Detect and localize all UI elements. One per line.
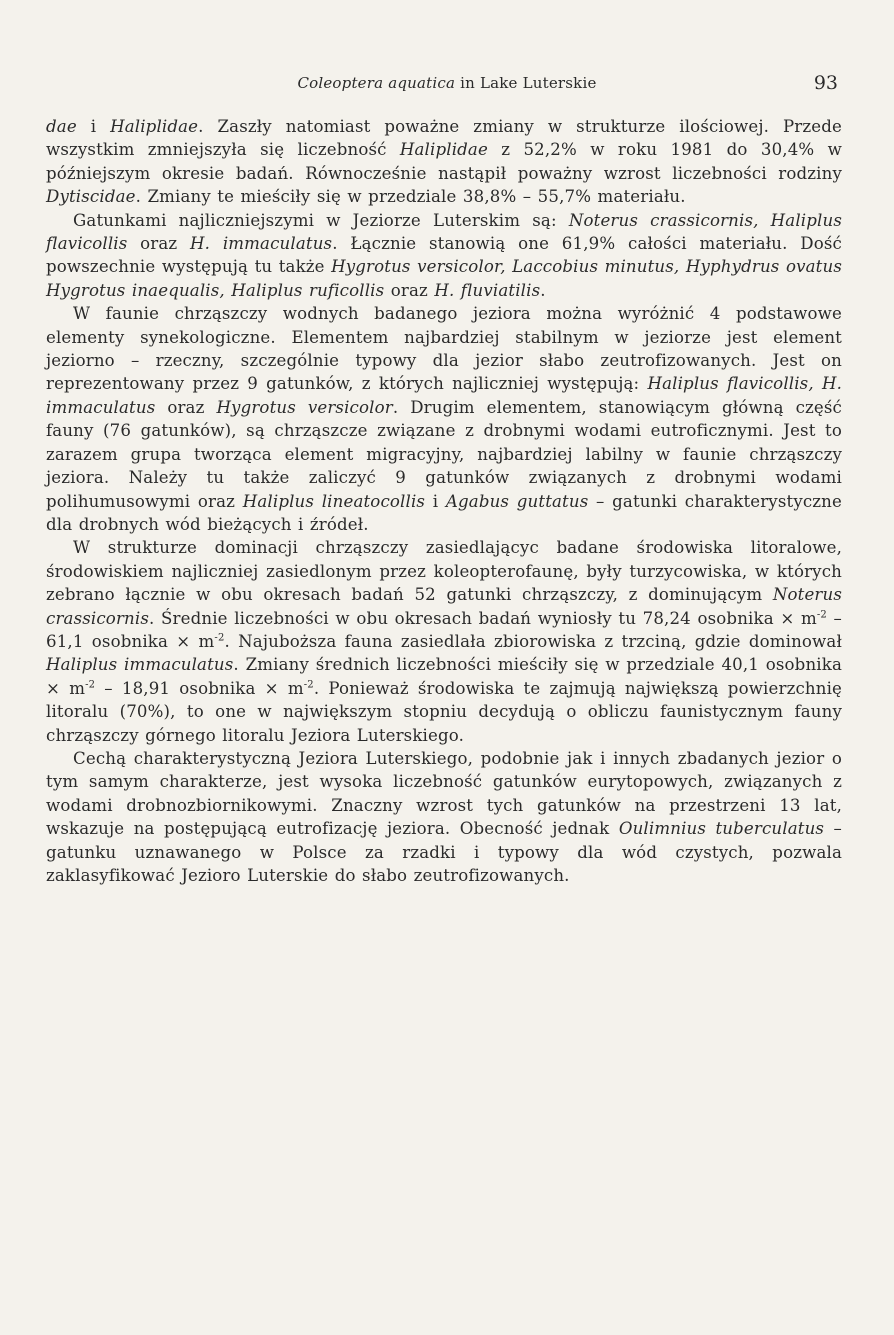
p1-taxon: Haliplidae	[110, 117, 199, 136]
p2-text: oraz	[127, 234, 191, 254]
paragraph-1	[46, 115, 842, 209]
p2-taxon: Hygrotus versicolor, Laccobius minutus, Hyphydrus ovatus Hygrotus inaequalis, Haliplus ruficollis	[46, 257, 842, 300]
p1-text: . Zaszły natomiast poważne zmiany w strukturze ilościowej. Przede wszystkim zmniejszyła się liczebność	[46, 117, 842, 160]
p1-taxon: dae	[46, 117, 77, 136]
p2-text: Gatunkami najliczniejszymi w Jeziorze Luterskim są:	[73, 210, 569, 230]
p4-text: . Ponieważ środowiska te zajmują największą powierzchnię litoralu (70%), to one w największym stopniu decydują o obliczu faunistycznym fauny chrząszczy górnego litoralu Jeziora Luterskiego.	[46, 678, 843, 745]
p4-exponent: -2	[214, 632, 225, 644]
p1-text: i	[76, 117, 111, 136]
paragraph-5	[46, 747, 842, 887]
p3-text: W faunie chrząszczy wodnych badanego jeziora można wyróżnić 4 podstawowe elementy synekologiczne. Elementem najbardziej stabilnym w jeziorze jest element jeziorno – rzeczny, szczególnie typowy dla jezior słabo zeutrofizowanych. Jest on reprezentowany przez 9 gatunków, z których najliczniej występują:	[46, 304, 842, 394]
p5-text: Cechą charakterystyczną Jeziora Luterskiego, podobnie jak i innych zbadanych jezior o tym samym charakterze, jest wysoka liczebność gatunków eurytopowych, związanych z wodami drobnozbiornikowymi. Znaczny wzrost tych gatunków na przestrzeni 13 lat, wskazuje na postępującą eutrofizację jeziora. Obecność jednak	[46, 748, 842, 839]
p4-exponent: -2	[816, 609, 827, 620]
body-text	[46, 115, 842, 887]
p3-text: i	[425, 491, 446, 511]
p1-taxon: Dytiscidae	[46, 187, 136, 207]
p2-text: oraz	[384, 280, 435, 300]
running-title-italic: Coleoptera aquatica	[297, 74, 456, 92]
p4-exponent: -2	[85, 679, 96, 691]
p3-taxon: Hygrotus versicolor	[216, 397, 393, 417]
p3-text: . Drugim elementem, stanowiącym główną część fauny (76 gatunków), są chrząszcze związane z drobnymi wodami eutroficznymi. Jest to zarazem grupa tworząca element migracyjny, najbardziej labilny w faunie chrząszczy jeziora. Należy tu także zaliczyć 9 gatunków związanych z drobnymi wodami polihumusowymi oraz	[46, 397, 842, 511]
p3-taxon: Haliplus lineatocollis	[242, 491, 426, 511]
p4-text: – 61,1 osobnika × m	[46, 608, 843, 651]
p2-text: . Łącznie stanowią one 61,9% całości materiału. Dość powszechnie występują tu także	[46, 234, 843, 277]
p2-taxon: Noterus crassicornis, Haliplus flavicollis	[46, 210, 842, 254]
p4-text: . Zmiany średnich liczebności mieściły się w przedziale 40,1 osobnika × m	[46, 655, 842, 698]
p4-taxon: Noterus crassicornis	[46, 585, 842, 628]
p4-text: . Najuboższa fauna zasiedlała zbiorowiska z trzciną, gdzie dominował	[224, 631, 842, 651]
p1-text: z 52,2% w roku 1981 do 30,4% w późniejszym okresie badań. Równocześnie nastąpił poważny wzrost liczebności rodziny	[46, 140, 842, 183]
p4-text: . Średnie liczebności w obu okresach badań wyniosły tu 78,24 osobnika × m	[148, 608, 817, 628]
p3-taxon: Agabus guttatus	[445, 491, 589, 511]
p2-text: .	[540, 280, 546, 300]
paragraph-3	[46, 302, 842, 536]
running-header	[0, 72, 894, 96]
p4-text: W strukturze dominacji chrząszczy zasiedlającyc badane środowiska litoralowe, środowiskiem najliczniej zasiedlonym przez koleopterofaunę, były turzycowiska, w których zebrano łącznie w obu okresach badań 52 gatunki chrząszczy, z dominującym	[46, 538, 842, 605]
paragraph-4	[46, 536, 842, 747]
p5-taxon: Oulimnius tuberculatus	[618, 819, 825, 839]
p1-taxon: Haliplidae	[399, 140, 488, 160]
paragraph-2	[46, 209, 842, 303]
p2-taxon: H. immaculatus	[190, 234, 333, 254]
p3-text: oraz	[155, 397, 217, 417]
running-title	[0, 74, 894, 92]
p4-exponent: -2	[303, 679, 314, 691]
p4-taxon: Haliplus immaculatus	[46, 655, 234, 675]
p3-taxon: Haliplus flavicollis, H. immaculatus	[46, 374, 843, 417]
p4-text: – 18,91 osobnika × m	[95, 678, 304, 698]
running-title-rest: in Lake Luterskie	[455, 74, 597, 92]
p5-text: – gatunku uznawanego w Polsce za rzadki i typowy dla wód czystych, pozwala zaklasyfikować Jezioro Luterskie do słabo zeutrofizowanych.	[46, 819, 842, 885]
p3-text: – gatunki charakterystyczne dla drobnych wód bieżących i źródeł.	[46, 491, 842, 534]
p2-taxon: H. fluviatilis	[434, 280, 541, 300]
page-number: 93	[813, 72, 838, 94]
p1-text: . Zmiany te mieściły się w przedziale 38,8% – 55,7% materiału.	[135, 187, 686, 207]
